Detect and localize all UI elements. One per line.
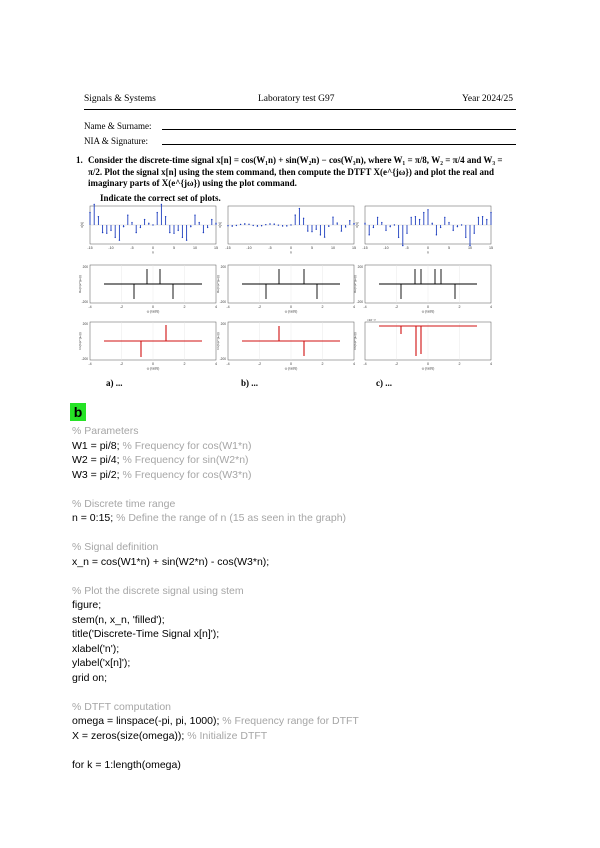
- stem-point: [311, 231, 312, 232]
- stem-point: [364, 223, 365, 224]
- stem-xlabel: n: [152, 250, 154, 255]
- code-line: [72, 497, 572, 512]
- stem-point: [286, 225, 287, 226]
- option-a[interactable]: a) ...: [106, 378, 123, 388]
- stem-point: [140, 227, 141, 228]
- stem-tick-label: -10: [246, 246, 252, 250]
- stem-point: [161, 204, 162, 205]
- im-tick-label: 0: [427, 362, 429, 366]
- stem-point: [490, 212, 491, 213]
- stem-point: [207, 227, 208, 228]
- code-line: [72, 685, 572, 700]
- re-tick-label: 2: [458, 305, 461, 309]
- stem-point: [173, 233, 174, 234]
- stem-xlabel: n: [290, 250, 292, 255]
- stem-point: [165, 216, 166, 217]
- stem-point: [290, 224, 291, 225]
- im-tick-label: 2: [458, 362, 461, 366]
- question-number: 1.: [76, 155, 83, 165]
- code-line: [72, 613, 572, 628]
- im-ylabel: Im{X(e^{jω})}: [216, 332, 220, 350]
- re-ytick-bottom: -200: [219, 300, 226, 304]
- re-ytick-bottom: -200: [356, 300, 363, 304]
- stem-ylabel: x[n]: [355, 222, 359, 228]
- stem-tick-label: 10: [331, 246, 335, 250]
- re-xlabel: ω (rad/s): [421, 309, 435, 314]
- re-xlabel: ω (rad/s): [146, 309, 160, 314]
- stem-point: [89, 212, 90, 213]
- stem-point: [299, 208, 300, 209]
- stem-tick-label: -10: [108, 246, 114, 250]
- code-line: [72, 627, 572, 642]
- re-tick-label: 4: [215, 305, 217, 309]
- stem-tick-label: 5: [311, 246, 313, 250]
- im-tick-label: -4: [363, 362, 367, 366]
- stem-point: [211, 219, 212, 220]
- stem-point: [157, 212, 158, 213]
- stem-point: [261, 225, 262, 226]
- re-tick-label: 2: [183, 305, 186, 309]
- stem-point: [377, 217, 378, 218]
- stem-point: [232, 225, 233, 226]
- stem-point: [316, 229, 317, 230]
- stem-point: [402, 245, 403, 246]
- re-ylabel: Re{X(e^{jω})}: [353, 275, 357, 293]
- stem-point: [278, 224, 279, 225]
- code-text: ylabel('x[n]');: [72, 657, 131, 669]
- stem-point: [148, 223, 149, 224]
- name-field[interactable]: [162, 129, 516, 130]
- re-ylabel: Re{X(e^{jω})}: [216, 275, 220, 293]
- question-1: [76, 155, 518, 190]
- code-comment: % Plot the discrete signal using stem: [72, 584, 244, 597]
- stem-point: [282, 225, 283, 226]
- im-tick-label: 2: [183, 362, 186, 366]
- stem-point: [448, 222, 449, 223]
- code-line: [72, 700, 572, 715]
- im-ylabel: Im{X(e^{jω})}: [78, 332, 82, 350]
- re-ytick-top: 200: [220, 265, 226, 269]
- stem-point: [461, 224, 462, 225]
- stem-tick-label: -10: [383, 246, 389, 250]
- re-ylabel: Re{X(e^{jω})}: [78, 275, 82, 293]
- stem-point: [457, 226, 458, 227]
- instruction: Indicate the correct set of plots.: [100, 193, 221, 203]
- stem-point: [144, 219, 145, 220]
- stem-tick-label: -5: [405, 246, 409, 250]
- stem-point: [274, 223, 275, 224]
- stem-point: [320, 234, 321, 235]
- stem-point: [244, 223, 245, 224]
- stem-point: [152, 224, 153, 225]
- re-tick-label: 2: [321, 305, 324, 309]
- test-title: Laboratory test G97: [258, 94, 335, 104]
- stem-point: [328, 226, 329, 227]
- stem-tick-label: -15: [362, 246, 368, 250]
- stem-point: [269, 223, 270, 224]
- code-line: [72, 468, 572, 483]
- code-text: n = 0:15;: [72, 512, 117, 524]
- stem-point: [337, 222, 338, 223]
- stem-point: [453, 230, 454, 231]
- stem-point: [186, 240, 187, 241]
- im-xlabel: ω (rad/s): [284, 366, 298, 371]
- code-comment: % Initialize DTFT: [187, 729, 268, 742]
- code-text: W1 = pi/8;: [72, 439, 123, 452]
- code-text: title('Discrete-Time Signal x[n]');: [72, 628, 220, 640]
- code-line: [72, 526, 572, 541]
- code-block: [72, 424, 572, 772]
- re-tick-label: -4: [363, 305, 367, 309]
- year-label: Year 2024/25: [462, 94, 514, 104]
- stem-point: [199, 222, 200, 223]
- code-line: [72, 569, 572, 584]
- im-tick-label: 2: [321, 362, 324, 366]
- code-line: [72, 584, 572, 599]
- stem-point: [119, 240, 120, 241]
- im-tick-label: 0: [152, 362, 154, 366]
- re-tick-label: -4: [88, 305, 92, 309]
- stem-point: [423, 212, 424, 213]
- im-ytick-bottom: -200: [219, 357, 226, 361]
- stem-tick-label: 10: [468, 246, 472, 250]
- stem-point: [349, 220, 350, 221]
- code-comment: % Frequency for cos(W3*n): [122, 468, 252, 481]
- stem-point: [303, 218, 304, 219]
- stem-tick-label: 15: [352, 246, 356, 250]
- stem-point: [406, 233, 407, 234]
- stem-point: [390, 226, 391, 227]
- code-comment: % Signal definition: [72, 541, 159, 553]
- name-label: Name & Surname:: [84, 121, 152, 131]
- code-comment: % Discrete time range: [72, 497, 176, 510]
- code-text: omega = linspace(-pi, pi, 1000);: [72, 715, 223, 727]
- im-tick-label: -2: [394, 362, 399, 366]
- im-ytick-top: 200: [82, 322, 88, 326]
- code-line: [72, 555, 572, 570]
- stem-point: [115, 237, 116, 238]
- im-exponent-label: ×10⁻¹³: [367, 318, 376, 322]
- re-ytick-bottom: -200: [81, 300, 88, 304]
- stem-point: [178, 230, 179, 231]
- re-tick-label: 0: [290, 305, 292, 309]
- code-comment: % Parameters: [72, 425, 139, 437]
- stem-point: [127, 214, 128, 215]
- stem-point: [248, 224, 249, 225]
- re-tick-label: -2: [119, 305, 124, 309]
- stem-point: [381, 222, 382, 223]
- code-comment: % DTFT computation: [72, 700, 172, 713]
- code-text: grid on;: [72, 671, 108, 684]
- stem-point: [427, 209, 428, 210]
- stem-point: [215, 223, 216, 224]
- code-line: [72, 729, 572, 744]
- stem-tick-label: -5: [268, 246, 272, 250]
- re-tick-label: 4: [353, 305, 355, 309]
- stem-tick-label: -15: [225, 246, 231, 250]
- header-rule: [84, 109, 516, 110]
- im-xlabel: ω (rad/s): [421, 366, 435, 371]
- stem-point: [236, 225, 237, 226]
- code-text: W3 = pi/2;: [72, 468, 123, 481]
- stem-point: [440, 227, 441, 228]
- stem-point: [136, 232, 137, 233]
- code-line: [72, 540, 572, 555]
- plot-grid: [76, 201, 536, 382]
- stem-point: [169, 232, 170, 233]
- stem-ylabel: x[n]: [80, 222, 84, 228]
- stem-tick-label: -5: [130, 246, 134, 250]
- stem-point: [398, 237, 399, 238]
- stem-point: [482, 216, 483, 217]
- stem-tick-label: 0: [290, 246, 292, 250]
- code-line: [72, 714, 572, 729]
- stem-point: [419, 219, 420, 220]
- stem-xlabel: n: [427, 250, 429, 255]
- stem-tick-label: 0: [427, 246, 429, 250]
- stem-tick-label: -15: [87, 246, 93, 250]
- re-tick-label: 0: [152, 305, 154, 309]
- stem-point: [341, 230, 342, 231]
- stem-tick-label: 5: [173, 246, 175, 250]
- stem-point: [432, 223, 433, 224]
- im-tick-label: 4: [215, 362, 217, 366]
- stem-point: [474, 233, 475, 234]
- stem-point: [373, 227, 374, 228]
- re-ytick-top: 200: [357, 265, 363, 269]
- stem-point: [110, 230, 111, 231]
- code-line: [72, 758, 572, 773]
- code-comment: % Define the range of n (15 as seen in the graph): [116, 512, 347, 524]
- im-ylabel: Im{X(e^{jω})}: [353, 332, 357, 350]
- re-xlabel: ω (rad/s): [284, 309, 298, 314]
- im-tick-label: -2: [119, 362, 124, 366]
- stem-point: [194, 214, 195, 215]
- stem-point: [190, 226, 191, 227]
- plots-svg: [76, 201, 536, 377]
- stem-point: [415, 216, 416, 217]
- stem-point: [203, 232, 204, 233]
- code-line: [72, 482, 572, 497]
- im-xlabel: ω (rad/s): [146, 366, 160, 371]
- stem-point: [102, 232, 103, 233]
- re-tick-label: 4: [490, 305, 492, 309]
- code-text: X = zeros(size(omega));: [72, 729, 188, 742]
- code-text: stem(n, x_n, 'filled');: [72, 613, 165, 626]
- stem-tick-label: 10: [193, 246, 197, 250]
- stem-ylabel: x[n]: [218, 222, 222, 228]
- stem-tick-label: 15: [489, 246, 493, 250]
- stem-point: [465, 237, 466, 238]
- stem-point: [131, 222, 132, 223]
- im-tick-label: 0: [290, 362, 292, 366]
- im-tick-label: -4: [226, 362, 230, 366]
- code-comment: % Frequency range for DTFT: [222, 715, 359, 727]
- stem-point: [478, 217, 479, 218]
- stem-point: [94, 204, 95, 205]
- code-text: W2 = pi/4;: [72, 454, 123, 466]
- stem-point: [240, 224, 241, 225]
- stem-point: [98, 216, 99, 217]
- re-tick-label: 0: [427, 305, 429, 309]
- code-line: [72, 642, 572, 657]
- stem-point: [385, 230, 386, 231]
- stem-point: [369, 234, 370, 235]
- stem-point: [394, 224, 395, 225]
- im-tick-label: 4: [353, 362, 355, 366]
- option-c[interactable]: c) ...: [376, 378, 392, 388]
- code-text: figure;: [72, 599, 102, 611]
- code-comment: % Frequency for sin(W2*n): [122, 454, 249, 466]
- stem-point: [265, 224, 266, 225]
- stem-point: [257, 225, 258, 226]
- stem-point: [324, 236, 325, 237]
- stem-point: [295, 214, 296, 215]
- code-line: [72, 439, 572, 454]
- stem-point: [444, 217, 445, 218]
- nia-field[interactable]: [162, 144, 516, 145]
- im-tick-label: -2: [257, 362, 262, 366]
- stem-point: [411, 217, 412, 218]
- code-line: [72, 671, 572, 686]
- stem-tick-label: 5: [448, 246, 450, 250]
- code-line: [72, 453, 572, 468]
- stem-point: [106, 233, 107, 234]
- code-text: xlabel('n');: [72, 642, 120, 655]
- nia-label: NIA & Signature:: [84, 136, 148, 146]
- answer-badge: b: [70, 403, 86, 421]
- re-tick-label: -2: [394, 305, 399, 309]
- re-tick-label: -4: [226, 305, 230, 309]
- course-title: Signals & Systems: [84, 94, 156, 104]
- im-tick-label: -4: [88, 362, 92, 366]
- option-b[interactable]: b) ...: [241, 378, 259, 388]
- code-line: [72, 743, 572, 758]
- stem-point: [253, 225, 254, 226]
- im-tick-label: 4: [490, 362, 492, 366]
- stem-point: [307, 230, 308, 231]
- code-line: [72, 656, 572, 671]
- code-line: [72, 511, 572, 526]
- im-ytick-bottom: -200: [81, 357, 88, 361]
- stem-tick-label: 15: [214, 246, 218, 250]
- stem-point: [182, 237, 183, 238]
- stem-tick-label: 0: [152, 246, 154, 250]
- stem-point: [345, 226, 346, 227]
- stem-point: [332, 216, 333, 217]
- stem-point: [486, 219, 487, 220]
- code-line: [72, 598, 572, 613]
- stem-point: [436, 234, 437, 235]
- stem-point: [123, 226, 124, 227]
- code-line: [72, 424, 572, 439]
- stem-point: [227, 225, 228, 226]
- code-text: x_n = cos(W1*n) + sin(W2*n) - cos(W3*n);: [72, 555, 270, 568]
- im-ytick-top: 200: [220, 322, 226, 326]
- re-tick-label: -2: [257, 305, 262, 309]
- code-text: for k = 1:length(omega): [72, 758, 181, 771]
- code-comment: % Frequency for cos(W1*n): [122, 439, 252, 452]
- re-ytick-top: 200: [82, 265, 88, 269]
- question-text: Consider the discrete-time signal x[n] = cos(W₁n) + sin(W₂n) − cos(W₃n), where W₁ = π/8, W₂ = π/4 and W₃ = π/2. Plot the signal x[n] using the stem command, then compute the DTFT X(e^{jω}) and plot the real and imaginary parts of X(e^{jω}) using the plot command.: [88, 155, 503, 188]
